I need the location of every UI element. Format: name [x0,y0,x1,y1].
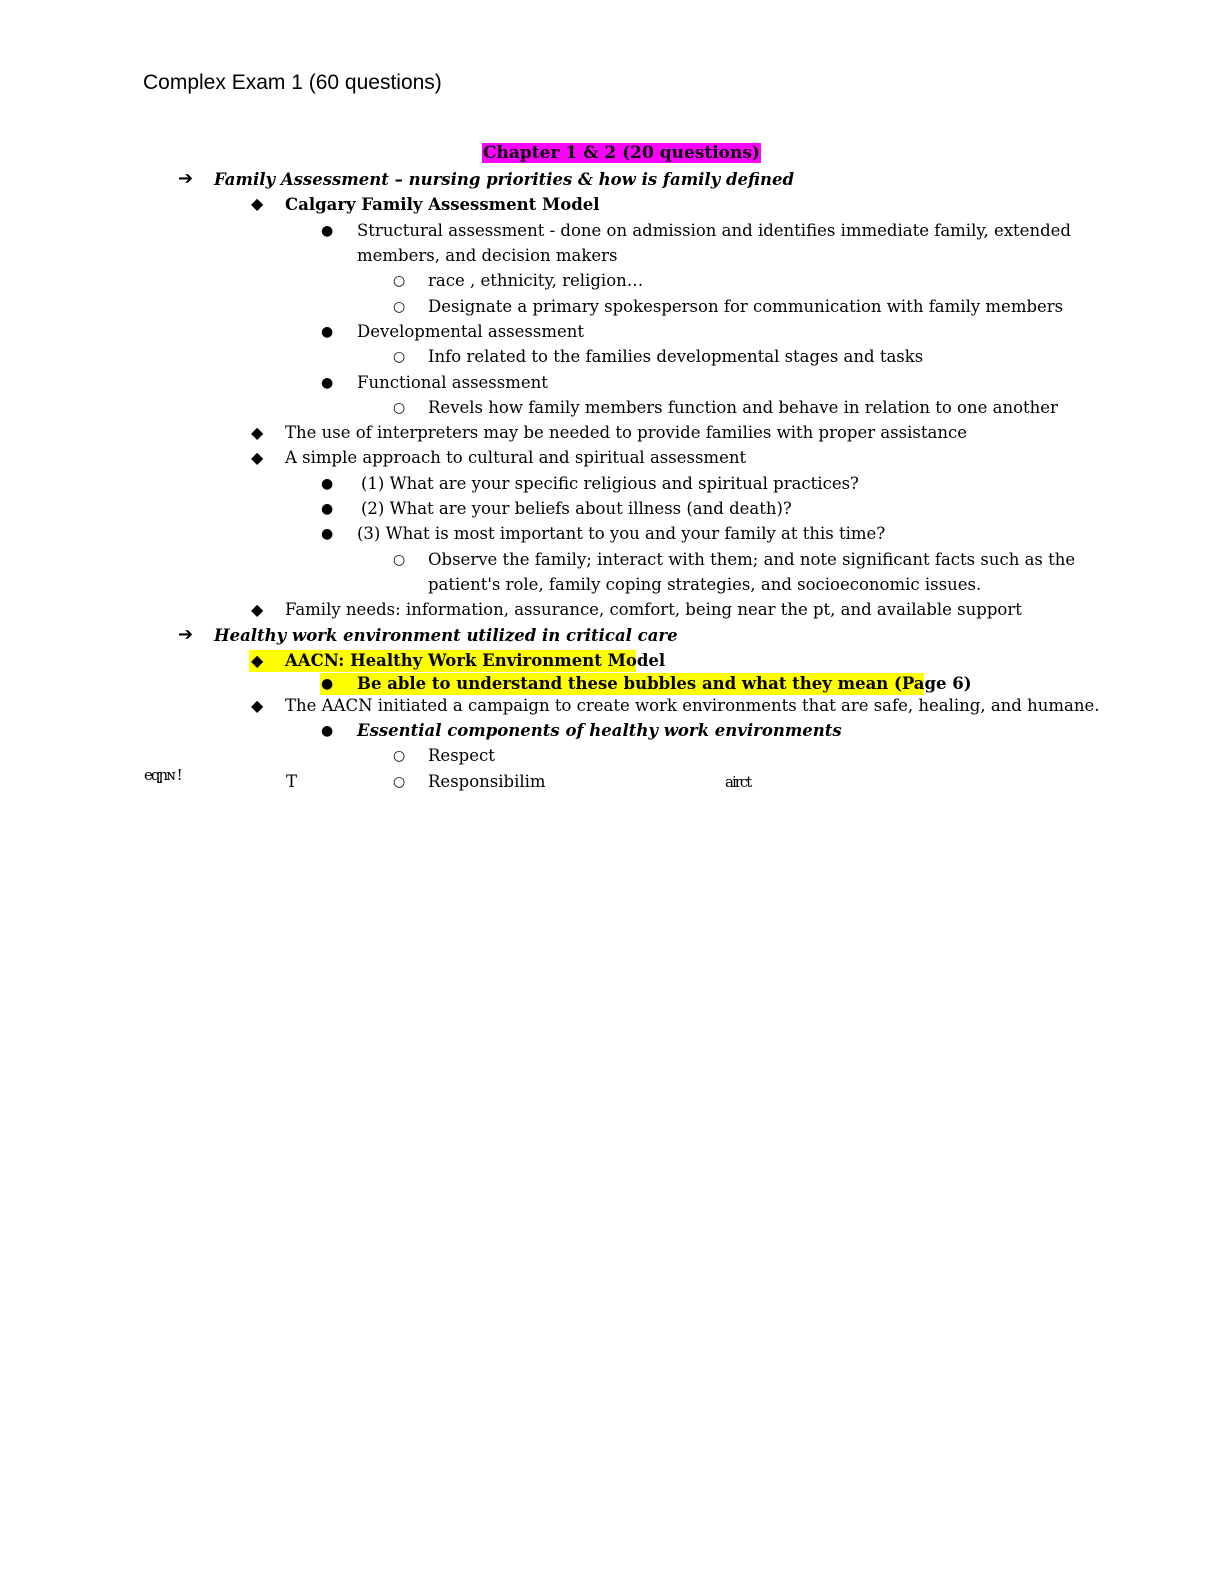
outline-bubbles: Be able to understand these bubbles and what they mean (Page 6) [357,674,972,693]
outline-family-needs: Family needs: information, assurance, comfort, being near the pt, and available support [285,600,1022,619]
outline-structural-line2: members, and decision makers [357,246,618,265]
document-title: Complex Exam 1 (60 questions) [143,71,442,94]
circle-bullet-icon: ○ [393,774,406,790]
diamond-bullet-icon: ◆ [251,194,264,213]
diamond-bullet-icon: ◆ [251,600,264,619]
diamond-bullet-icon: ◆ [251,448,264,467]
outline-observe-line2: patient's role, family coping strategies, and socioeconomic issues. [428,575,982,594]
disc-bullet-icon: ● [321,723,334,739]
outline-level1-healthy: Healthy work environment utilized in critical care [214,626,678,645]
arrow-bullet-icon: ➔ [178,624,194,645]
outline-simple-approach: A simple approach to cultural and spiritual assessment [285,448,747,467]
outline-developmental: Developmental assessment [357,322,585,341]
outline-observe-line1: Observe the family; interact with them; and note significant facts such as the [428,550,1076,569]
outline-aacn-model: AACN: Healthy Work Environment Model [285,651,666,670]
circle-bullet-icon: ○ [393,400,406,416]
diamond-bullet-icon: ◆ [251,651,264,670]
outline-functional: Functional assessment [357,373,548,392]
section-heading [482,142,761,165]
outline-structural-line1: Structural assessment - done on admission and identifies immediate family, extended [357,221,1071,240]
disc-bullet-icon: ● [321,223,334,239]
outline-q2: (2) What are your beliefs about illness (and death)? [361,499,792,518]
outline-func-info: Revels how family members function and behave in relation to one another [428,398,1058,417]
circle-bullet-icon: ○ [393,299,406,315]
disc-bullet-icon: ● [321,375,334,391]
disc-bullet-icon: ● [321,501,334,517]
outline-interpreters: The use of interpreters may be needed to provide families with proper assistance [285,423,967,442]
disc-bullet-icon: ● [321,476,334,492]
arrow-bullet-icon: ➔ [178,168,194,189]
diamond-bullet-icon: ◆ [251,696,264,715]
outline-dev-info: Info related to the families developmental stages and tasks [428,347,924,366]
outline-respect: Respect [428,746,495,765]
circle-bullet-icon: ○ [393,273,406,289]
circle-bullet-icon: ○ [393,552,406,568]
circle-bullet-icon: ○ [393,748,406,764]
garbled-text-t: T [286,772,298,791]
circle-bullet-icon: ○ [393,349,406,365]
outline-q3: (3) What is most important to you and your family at this time? [357,524,886,543]
outline-campaign: The AACN initiated a campaign to create work environments that are safe, healing, and humane. [285,696,1100,715]
outline-race: race , ethnicity, religion… [428,271,644,290]
diamond-bullet-icon: ◆ [251,423,264,442]
outline-level1-family: Family Assessment – nursing priorities & how is family defined [214,170,795,189]
outline-responsibility: Responsibilim [428,772,546,791]
disc-bullet-icon: ● [321,526,334,542]
section-heading-text: Chapter 1 & 2 (20 questions) [483,143,760,163]
disc-bullet-icon: ● [321,324,334,340]
disc-bullet-icon: ● [321,676,334,692]
outline-calgary: Calgary Family Assessment Model [285,195,600,214]
outline-essential: Essential components of healthy work environments [357,721,842,740]
outline-q1: (1) What are your specific religious and spiritual practices? [361,474,859,493]
garbled-text-right: airct [725,773,751,791]
garbled-text-left: eɋɲɴ ! [144,766,181,784]
outline-spokesperson: Designate a primary spokesperson for communication with family members [428,297,1064,316]
